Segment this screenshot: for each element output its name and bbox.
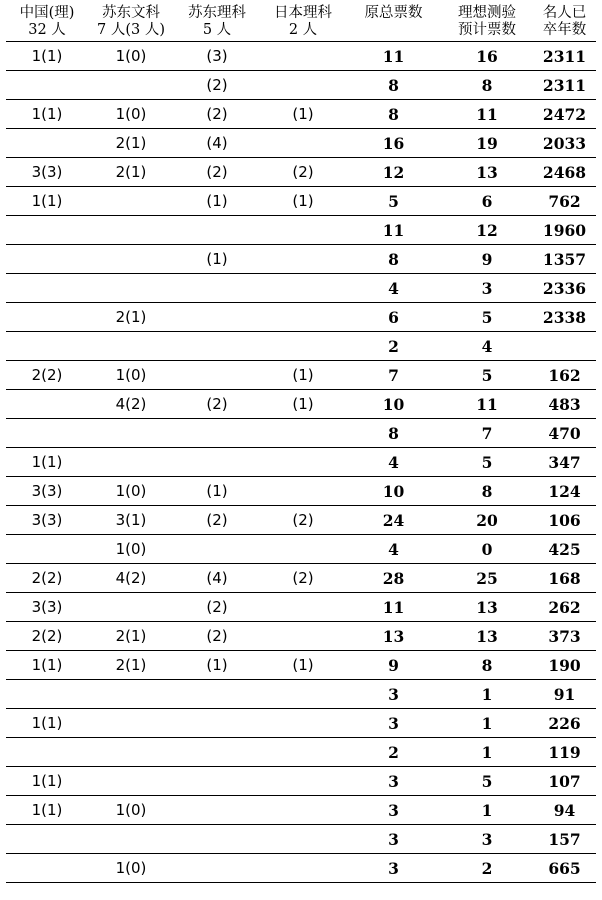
table-cell: 16 [346, 129, 441, 158]
table-cell [6, 332, 88, 361]
table-cell: 6 [346, 303, 441, 332]
table-cell: 262 [533, 593, 596, 622]
table-cell: 1(1) [6, 651, 88, 680]
table-row [6, 535, 596, 564]
table-cell [88, 680, 174, 709]
table-cell: (2) [174, 593, 260, 622]
table-cell [174, 419, 260, 448]
column-header-expected-votes [441, 4, 533, 42]
table-cell [174, 767, 260, 796]
table-cell: 2 [346, 332, 441, 361]
table-cell: 4 [346, 448, 441, 477]
column-header-years-since-death [533, 4, 596, 42]
table-cell: 8 [441, 71, 533, 100]
table-cell [174, 680, 260, 709]
table-cell: 12 [346, 158, 441, 187]
table-cell: 12 [441, 216, 533, 245]
table-cell: 28 [346, 564, 441, 593]
table-row [6, 622, 596, 651]
table-cell: (2) [174, 506, 260, 535]
column-header-line2: 2 人 [288, 22, 318, 39]
table-cell [260, 448, 346, 477]
table-cell: 9 [346, 651, 441, 680]
table-cell: 1(0) [88, 535, 174, 564]
table-cell [260, 854, 346, 883]
table-cell [88, 593, 174, 622]
table-row [6, 477, 596, 506]
table-cell [6, 854, 88, 883]
table-cell: 13 [441, 622, 533, 651]
table-cell [260, 738, 346, 767]
column-header-line1: 理想测验 [458, 5, 516, 21]
table-cell: 3 [441, 274, 533, 303]
table-cell: 107 [533, 767, 596, 796]
table-row [6, 564, 596, 593]
table-cell: 2(1) [88, 158, 174, 187]
table-cell: 0 [441, 535, 533, 564]
column-header-line2: 5 人 [202, 22, 232, 39]
table-cell: (2) [260, 158, 346, 187]
table-cell: 8 [346, 100, 441, 129]
column-header-line1: 苏东文科 [102, 5, 160, 21]
table-cell: 2(2) [6, 361, 88, 390]
table-cell [260, 477, 346, 506]
table-cell: 20 [441, 506, 533, 535]
table-cell: (1) [260, 100, 346, 129]
table-cell [174, 796, 260, 825]
table-cell: (2) [174, 622, 260, 651]
table-cell [6, 419, 88, 448]
table-cell: (1) [174, 187, 260, 216]
table-cell: 168 [533, 564, 596, 593]
column-header-china-science [6, 4, 88, 42]
table-cell [260, 796, 346, 825]
table-row [6, 767, 596, 796]
table-cell: 8 [346, 71, 441, 100]
table-cell: 24 [346, 506, 441, 535]
table-cell: 470 [533, 419, 596, 448]
table-cell: 190 [533, 651, 596, 680]
table-cell [6, 738, 88, 767]
table-cell: 2472 [533, 100, 596, 129]
table-cell [174, 738, 260, 767]
table-row [6, 448, 596, 477]
table-cell: 3 [346, 825, 441, 854]
table-cell: 1(1) [6, 448, 88, 477]
table-cell [174, 303, 260, 332]
table-cell: 6 [441, 187, 533, 216]
table-cell: 94 [533, 796, 596, 825]
table-cell: 1 [441, 738, 533, 767]
table-cell [260, 767, 346, 796]
table-cell: 13 [441, 593, 533, 622]
table-cell: 4 [346, 274, 441, 303]
table-cell [6, 680, 88, 709]
table-cell: 2 [346, 738, 441, 767]
table-cell: 3 [441, 825, 533, 854]
table-cell: 665 [533, 854, 596, 883]
table-row [6, 390, 596, 419]
table-cell: 1(0) [88, 42, 174, 71]
table-cell: 3 [346, 709, 441, 738]
table-cell [6, 390, 88, 419]
table-row [6, 158, 596, 187]
table-cell: (1) [260, 361, 346, 390]
table-cell: 5 [441, 767, 533, 796]
table-cell [88, 419, 174, 448]
table-cell: 3(3) [6, 593, 88, 622]
table-cell: 226 [533, 709, 596, 738]
table-cell: 7 [441, 419, 533, 448]
table-cell: 5 [441, 303, 533, 332]
table-cell: (1) [174, 651, 260, 680]
table-row [6, 854, 596, 883]
table-cell: (2) [174, 100, 260, 129]
table-cell [260, 216, 346, 245]
table-cell: (1) [260, 390, 346, 419]
table-cell [88, 71, 174, 100]
table-cell: 1(0) [88, 796, 174, 825]
table-cell: 124 [533, 477, 596, 506]
table-cell: (1) [174, 245, 260, 274]
table-cell [6, 825, 88, 854]
table-cell: 3 [346, 767, 441, 796]
column-header-sudong-science [174, 4, 260, 42]
table-cell: (2) [174, 390, 260, 419]
table-cell: 762 [533, 187, 596, 216]
table-cell: 2311 [533, 42, 596, 71]
table-cell: 5 [441, 448, 533, 477]
table-row [6, 303, 596, 332]
table-cell: (2) [174, 158, 260, 187]
table-row [6, 71, 596, 100]
table-cell: 4 [441, 332, 533, 361]
table-row [6, 187, 596, 216]
table-cell: 2(1) [88, 651, 174, 680]
table-cell: (2) [260, 564, 346, 593]
column-header-line2: 32 人 [28, 22, 66, 39]
table-cell: 1960 [533, 216, 596, 245]
table-cell: 11 [441, 390, 533, 419]
table-row [6, 680, 596, 709]
table-cell: 8 [441, 651, 533, 680]
table-cell [88, 245, 174, 274]
table-cell: 373 [533, 622, 596, 651]
table-cell: 1(0) [88, 100, 174, 129]
table-cell: (3) [174, 42, 260, 71]
column-header-line1: 名人已 [542, 5, 587, 21]
table-cell: 11 [346, 42, 441, 71]
table-cell: 1 [441, 796, 533, 825]
table-cell: 3(1) [88, 506, 174, 535]
table-cell [174, 854, 260, 883]
table-cell: 5 [441, 361, 533, 390]
table-cell [6, 71, 88, 100]
table-cell: 4(2) [88, 564, 174, 593]
table-cell: (2) [174, 71, 260, 100]
table-cell: 425 [533, 535, 596, 564]
table-row [6, 245, 596, 274]
table-cell [174, 448, 260, 477]
table-row [6, 42, 596, 71]
column-header-original-votes [346, 4, 441, 42]
table-cell [174, 216, 260, 245]
table-cell [6, 245, 88, 274]
table-cell: 1(1) [6, 709, 88, 738]
table-cell: 13 [346, 622, 441, 651]
table-cell: 3 [346, 796, 441, 825]
table-cell [260, 332, 346, 361]
table-cell: 347 [533, 448, 596, 477]
table-cell: 2(2) [6, 622, 88, 651]
table-cell: 2468 [533, 158, 596, 187]
table-cell: (1) [174, 477, 260, 506]
table-cell [260, 42, 346, 71]
table-row [6, 332, 596, 361]
table-cell: 483 [533, 390, 596, 419]
table-cell [260, 680, 346, 709]
table-cell [88, 187, 174, 216]
table-cell: 4 [346, 535, 441, 564]
table-cell [88, 825, 174, 854]
table-cell [260, 245, 346, 274]
table-cell: 119 [533, 738, 596, 767]
table-cell [174, 332, 260, 361]
table-cell: 25 [441, 564, 533, 593]
table-header-row [6, 4, 596, 42]
table-cell: 1(1) [6, 796, 88, 825]
table-cell: 1(1) [6, 42, 88, 71]
table-row [6, 216, 596, 245]
table-cell: 3(3) [6, 477, 88, 506]
table-cell: 157 [533, 825, 596, 854]
table-cell [174, 535, 260, 564]
table-cell: (2) [260, 506, 346, 535]
table-cell: 2(1) [88, 129, 174, 158]
table-cell: 1(0) [88, 361, 174, 390]
table-cell: 2 [441, 854, 533, 883]
table-cell: 10 [346, 477, 441, 506]
table-cell [260, 622, 346, 651]
table-cell: 5 [346, 187, 441, 216]
table-cell: 3 [346, 680, 441, 709]
table-cell [88, 274, 174, 303]
table-cell: 2336 [533, 274, 596, 303]
table-cell: 1 [441, 680, 533, 709]
data-table [6, 4, 596, 883]
table-cell: 3(3) [6, 506, 88, 535]
table-row [6, 419, 596, 448]
table-row [6, 506, 596, 535]
table-cell [6, 274, 88, 303]
table-cell [260, 419, 346, 448]
table-cell: 11 [441, 100, 533, 129]
table-cell [260, 129, 346, 158]
table-cell [88, 448, 174, 477]
table-body [6, 42, 596, 883]
table-cell: 1(1) [6, 767, 88, 796]
table-row [6, 651, 596, 680]
column-header-line1: 原总票数 [364, 5, 423, 21]
table-row [6, 593, 596, 622]
table-cell [533, 332, 596, 361]
column-header-japan-science [260, 4, 346, 42]
table-cell: 11 [346, 216, 441, 245]
column-header-line1: 苏东理科 [188, 5, 246, 21]
column-header-line2: 卒年数 [542, 22, 587, 39]
column-header-line2: 7 人(3 人) [97, 22, 165, 39]
table-cell: 2(1) [88, 622, 174, 651]
table-cell: 7 [346, 361, 441, 390]
column-header-sudong-arts [88, 4, 174, 42]
table-cell: 8 [346, 245, 441, 274]
table-cell: 3 [346, 854, 441, 883]
table-row [6, 100, 596, 129]
table-header [6, 4, 596, 42]
table-cell [174, 825, 260, 854]
table-row [6, 361, 596, 390]
table-cell: 8 [346, 419, 441, 448]
table-cell [260, 274, 346, 303]
table-cell [88, 332, 174, 361]
table-cell [260, 303, 346, 332]
table-row [6, 738, 596, 767]
table-cell: (4) [174, 129, 260, 158]
table-row [6, 274, 596, 303]
table-cell [88, 767, 174, 796]
table-cell: 10 [346, 390, 441, 419]
table-cell: 1 [441, 709, 533, 738]
table-cell: 13 [441, 158, 533, 187]
table-row [6, 129, 596, 158]
table-cell [260, 535, 346, 564]
table-cell: 162 [533, 361, 596, 390]
table-cell: 4(2) [88, 390, 174, 419]
table-row [6, 796, 596, 825]
table-cell: 1(1) [6, 100, 88, 129]
table-cell: 8 [441, 477, 533, 506]
table-cell: (1) [260, 651, 346, 680]
table-cell: 2338 [533, 303, 596, 332]
table-cell: 2311 [533, 71, 596, 100]
table-row [6, 709, 596, 738]
table-cell: 106 [533, 506, 596, 535]
table-cell [6, 216, 88, 245]
table-cell: 1357 [533, 245, 596, 274]
table-row [6, 825, 596, 854]
table-cell: 1(1) [6, 187, 88, 216]
table-cell: 1(0) [88, 477, 174, 506]
table-cell: (1) [260, 187, 346, 216]
table-cell [88, 738, 174, 767]
column-header-line1: 日本理科 [274, 5, 332, 21]
table-cell: 1(0) [88, 854, 174, 883]
table-cell: 91 [533, 680, 596, 709]
table-cell [6, 535, 88, 564]
table-cell [88, 216, 174, 245]
table-cell [88, 709, 174, 738]
table-cell [260, 593, 346, 622]
column-header-line1: 中国(理) [19, 5, 75, 21]
table-cell: 2033 [533, 129, 596, 158]
table-cell: 9 [441, 245, 533, 274]
table-cell [174, 361, 260, 390]
table-cell: 11 [346, 593, 441, 622]
table-cell [260, 825, 346, 854]
table-cell [174, 274, 260, 303]
table-cell [6, 129, 88, 158]
table-cell [174, 709, 260, 738]
table-cell [260, 71, 346, 100]
table-cell: 16 [441, 42, 533, 71]
table-cell: 3(3) [6, 158, 88, 187]
table-cell: 2(1) [88, 303, 174, 332]
table-cell [260, 709, 346, 738]
table-cell [6, 303, 88, 332]
column-header-line2: 预计票数 [458, 22, 516, 39]
table-cell: 19 [441, 129, 533, 158]
table-cell: (4) [174, 564, 260, 593]
table-cell: 2(2) [6, 564, 88, 593]
